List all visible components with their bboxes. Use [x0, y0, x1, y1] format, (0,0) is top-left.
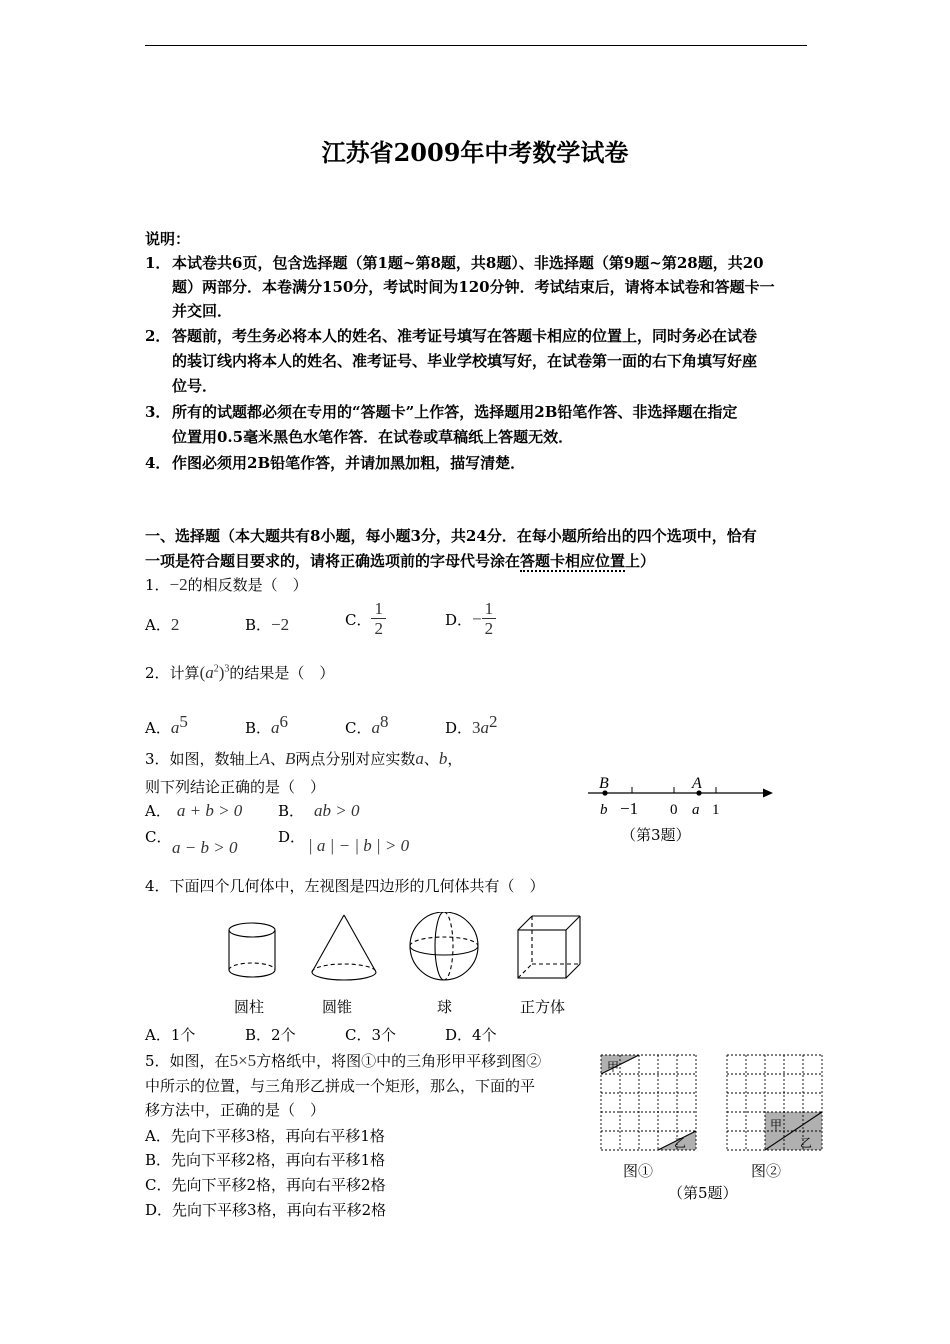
fraction-numerator: 1 [482, 600, 497, 619]
label-one: 1 [712, 802, 720, 818]
header-rule [145, 45, 807, 46]
option-base: a [271, 718, 280, 737]
option-label: A． [145, 719, 171, 737]
cylinder-icon [229, 923, 275, 977]
question-number: 1． [145, 576, 170, 594]
triangle-yi-label: 乙 [674, 1136, 687, 1150]
instruction-line: 位置用0.5毫米黑色水笔作答．在试卷或草稿纸上答题无效． [172, 428, 574, 446]
instruction-line: 答题前，考生务必将本人的姓名、准考证号填写在答题卡相应的位置上，同时务必在试卷 [172, 327, 758, 345]
q5-option-b[interactable]: B．先向下平移2格，再向右平移1格 [145, 1151, 386, 1169]
instruction-line: 本试卷共6页，包含选择题（第1题~第8题，共8题）、非选择题（第9题~第28题，共20 [172, 254, 764, 272]
fraction-denominator: 2 [484, 619, 494, 638]
question-5-line3: 移方法中，正确的是（ ） [145, 1101, 326, 1119]
solid-label-sphere: 球 [437, 998, 453, 1016]
question-number: 2． [145, 664, 170, 682]
q1-option-a[interactable] [145, 614, 179, 635]
instruction-line: 所有的试题都必须在专用的“答题卡”上作答，选择题用2B铅笔作答、非选择题在指定 [172, 403, 738, 421]
page-title: 江苏省2009年中考数学试卷 [321, 138, 629, 167]
triangle-jia-label: 甲 [770, 1118, 783, 1132]
figure-1-caption: 图① [623, 1162, 654, 1180]
q1-option-c[interactable] [345, 600, 386, 639]
fraction [482, 600, 497, 639]
cube-icon [518, 916, 580, 978]
arrow-icon [763, 789, 773, 798]
option-value: −2 [271, 615, 290, 634]
minus-sign: − [472, 609, 482, 629]
q5-option-c[interactable]: C．先向下平移2格，再向右平移2格 [145, 1176, 386, 1194]
option-coefficient: 3 [472, 718, 481, 737]
label-b: b [600, 802, 608, 818]
q3-option-d-label[interactable]: D． [278, 828, 306, 846]
option-label: C． [345, 719, 372, 737]
option-exponent: 8 [379, 712, 389, 731]
sphere-icon [410, 912, 478, 980]
figure-2-caption: 图② [751, 1162, 782, 1180]
instruction-line: 位号． [172, 377, 218, 395]
triangle-jia-label: 甲 [607, 1060, 620, 1074]
q1-option-b[interactable] [245, 614, 289, 635]
section-text: 一项是符合题目要求的，请将正确选项前的字母代号涂在 [145, 552, 521, 570]
question-5-line2: 中所示的位置，与三角形乙拼成一个矩形，那么，下面的平 [145, 1077, 536, 1095]
instruction-num: 1． [145, 254, 171, 272]
instruction-line: 作图必须用2B铅笔作答，并请加黑加粗，描写清楚． [172, 454, 526, 472]
question-3: 3．如图，数轴上A、B两点分别对应实数a、b， [145, 749, 463, 768]
q2-option-a[interactable] [145, 712, 188, 738]
label-B: B [599, 775, 609, 792]
q5-option-a[interactable]: A．先向下平移3格，再向右平移1格 [145, 1127, 385, 1145]
label-a: a [692, 802, 700, 818]
question-text: 的结果是（ ） [229, 664, 335, 682]
label-minus-one: −1 [620, 799, 639, 818]
option-label: B． [245, 616, 272, 634]
label-A: A [692, 775, 702, 792]
option-base: a [170, 718, 180, 737]
option-exponent: 5 [179, 712, 188, 731]
question-text: 的相反数是（ ） [187, 576, 308, 594]
q3-option-c-label[interactable]: C． [145, 828, 172, 846]
grid-figures [598, 1052, 830, 1204]
fraction-denominator: 2 [374, 619, 383, 638]
solids-figure [220, 912, 595, 987]
instruction-num: 2． [145, 327, 171, 345]
figure-caption: （第5题） [668, 1184, 738, 1202]
instructions-heading: 说明： [145, 230, 191, 248]
option-label: A． [145, 616, 171, 634]
fraction [371, 600, 386, 639]
option-value: 2 [170, 615, 180, 634]
question-2 [145, 662, 334, 683]
math-expression: −2 [169, 575, 188, 594]
q4-option-a[interactable]: A．1个 [145, 1026, 196, 1044]
question-3-line2: 则下列结论正确的是（ ） [145, 778, 326, 796]
option-label: C． [345, 611, 372, 629]
grid-figure-2 [727, 1055, 822, 1150]
q4-option-b[interactable]: B．2个 [245, 1026, 296, 1044]
option-exponent: 6 [279, 712, 289, 731]
instruction-line: 并交回． [172, 302, 233, 320]
option-label: B． [245, 719, 272, 737]
solid-label-cylinder: 圆柱 [234, 998, 265, 1016]
q3-option-d-expr: | a | − | b | > 0 [308, 836, 410, 855]
question-text: 计算 [169, 664, 200, 682]
section-heading-line2 [145, 550, 655, 571]
q3-option-a[interactable]: A． a + b > 0 [145, 801, 243, 820]
section-heading-line1: 一、选择题（本大题共有8小题，每小题3分，共24分．在每小题所给出的四个选项中，恰有 [145, 527, 757, 545]
q4-option-d[interactable]: D．4个 [445, 1026, 497, 1044]
grid-figure-1 [601, 1055, 696, 1150]
cone-icon [312, 915, 376, 980]
number-line-figure [585, 772, 785, 852]
math-expression: $(a^2)^3$ [199, 663, 230, 682]
solid-label-cone: 圆锥 [322, 998, 353, 1016]
question-4: 4．下面四个几何体中，左视图是四边形的几何体共有（ ） [145, 877, 545, 895]
option-base: a [371, 718, 380, 737]
option-base: a [480, 718, 490, 737]
q1-option-d[interactable] [445, 600, 496, 639]
fraction-numerator: 1 [371, 600, 386, 619]
option-exponent: 2 [489, 712, 498, 731]
q5-option-d[interactable]: D．先向下平移3格，再向右平移2格 [145, 1201, 387, 1219]
instruction-num: 3． [145, 403, 171, 421]
q3-option-c-expr: a − b > 0 [172, 838, 238, 857]
emphasis-dots-text: 答题卡相应位置 [520, 552, 626, 570]
q2-option-b[interactable] [245, 712, 288, 738]
q2-option-c[interactable] [345, 712, 388, 738]
question-5: 5．如图，在5×5方格纸中，将图①中的三角形甲平移到图② [145, 1051, 542, 1070]
q2-option-d[interactable] [445, 712, 498, 738]
question-1 [145, 574, 308, 595]
option-label: D． [445, 611, 473, 629]
instruction-line: 题）两部分．本卷满分150分，考试时间为120分钟．考试结束后，请将本试卷和答题卡一 [172, 278, 775, 296]
q4-option-c[interactable]: C．3个 [345, 1026, 397, 1044]
instruction-line: 的装订线内将本人的姓名、准考证号、毕业学校填写好，在试卷第一面的右下角填写好座 [172, 352, 758, 370]
q3-option-b[interactable]: B． ab > 0 [278, 801, 360, 820]
label-zero: 0 [670, 802, 678, 818]
section-text: 上） [625, 552, 656, 570]
triangle-yi-label: 乙 [800, 1136, 813, 1150]
option-label: D． [445, 719, 473, 737]
instruction-num: 4． [145, 454, 171, 472]
solid-label-cube: 正方体 [520, 998, 566, 1016]
figure-caption: （第3题） [621, 826, 691, 844]
